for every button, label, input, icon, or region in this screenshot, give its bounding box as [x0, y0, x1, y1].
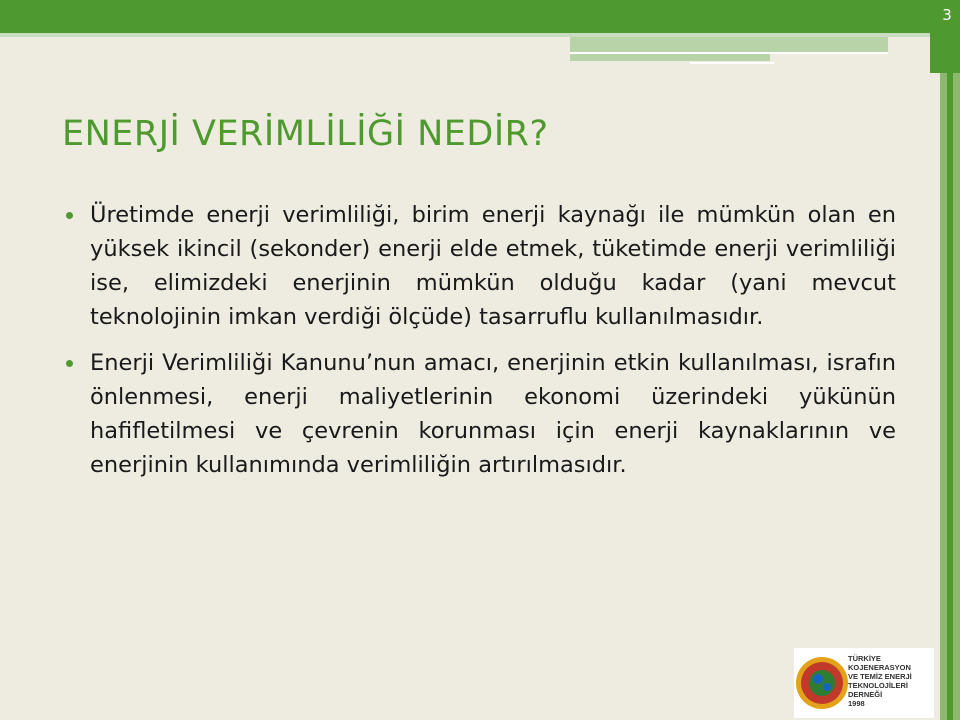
header-bar — [0, 0, 960, 33]
page-number-tab — [930, 33, 960, 73]
association-logo — [794, 648, 934, 718]
bullet-icon — [66, 360, 73, 367]
decorative-strip — [770, 37, 888, 53]
decorative-line — [570, 52, 888, 54]
bullet-item — [60, 198, 896, 334]
page-number: 3 — [942, 6, 952, 24]
bullet-text: Üretimde enerji verimliliği, birim enerji kaynağı ile mümkün olan en yüksek ikincil (sekonder) enerji elde etmek, tüketimde enerji verimliliği ise, elimizdeki enerjinin mümkün olduğu kadar (yani mevcut teknolojinin imkan verdiği ölçüde) tasarruflu kullanılmasıdır. — [90, 202, 896, 330]
bullet-item — [60, 346, 896, 482]
decorative-strip — [570, 37, 770, 61]
logo-text: TÜRKİYE KOJENERASYON VE TEMİZ ENERJİ TEKNOLOJİLERİ DERNEĞİ 1998 — [848, 654, 912, 708]
decorative-line — [690, 62, 774, 64]
bullet-list — [60, 198, 896, 494]
slide-title: ENERJİ VERİMLİLİĞİ NEDİR? — [62, 114, 549, 154]
right-side-bar-dark — [947, 33, 953, 720]
bullet-icon — [66, 212, 73, 219]
bullet-text: Enerji Verimliliği Kanunu’nun amacı, enerjinin etkin kullanılması, israfın önlenmesi, enerji maliyetlerinin ekonomi üzerindeki yükünün hafifletilmesi ve çevrenin korunması için enerji kaynaklarının ve enerjinin kullanımında verimliliğin artırılmasıdır. — [90, 350, 896, 478]
logo-emblem-icon — [794, 648, 850, 718]
